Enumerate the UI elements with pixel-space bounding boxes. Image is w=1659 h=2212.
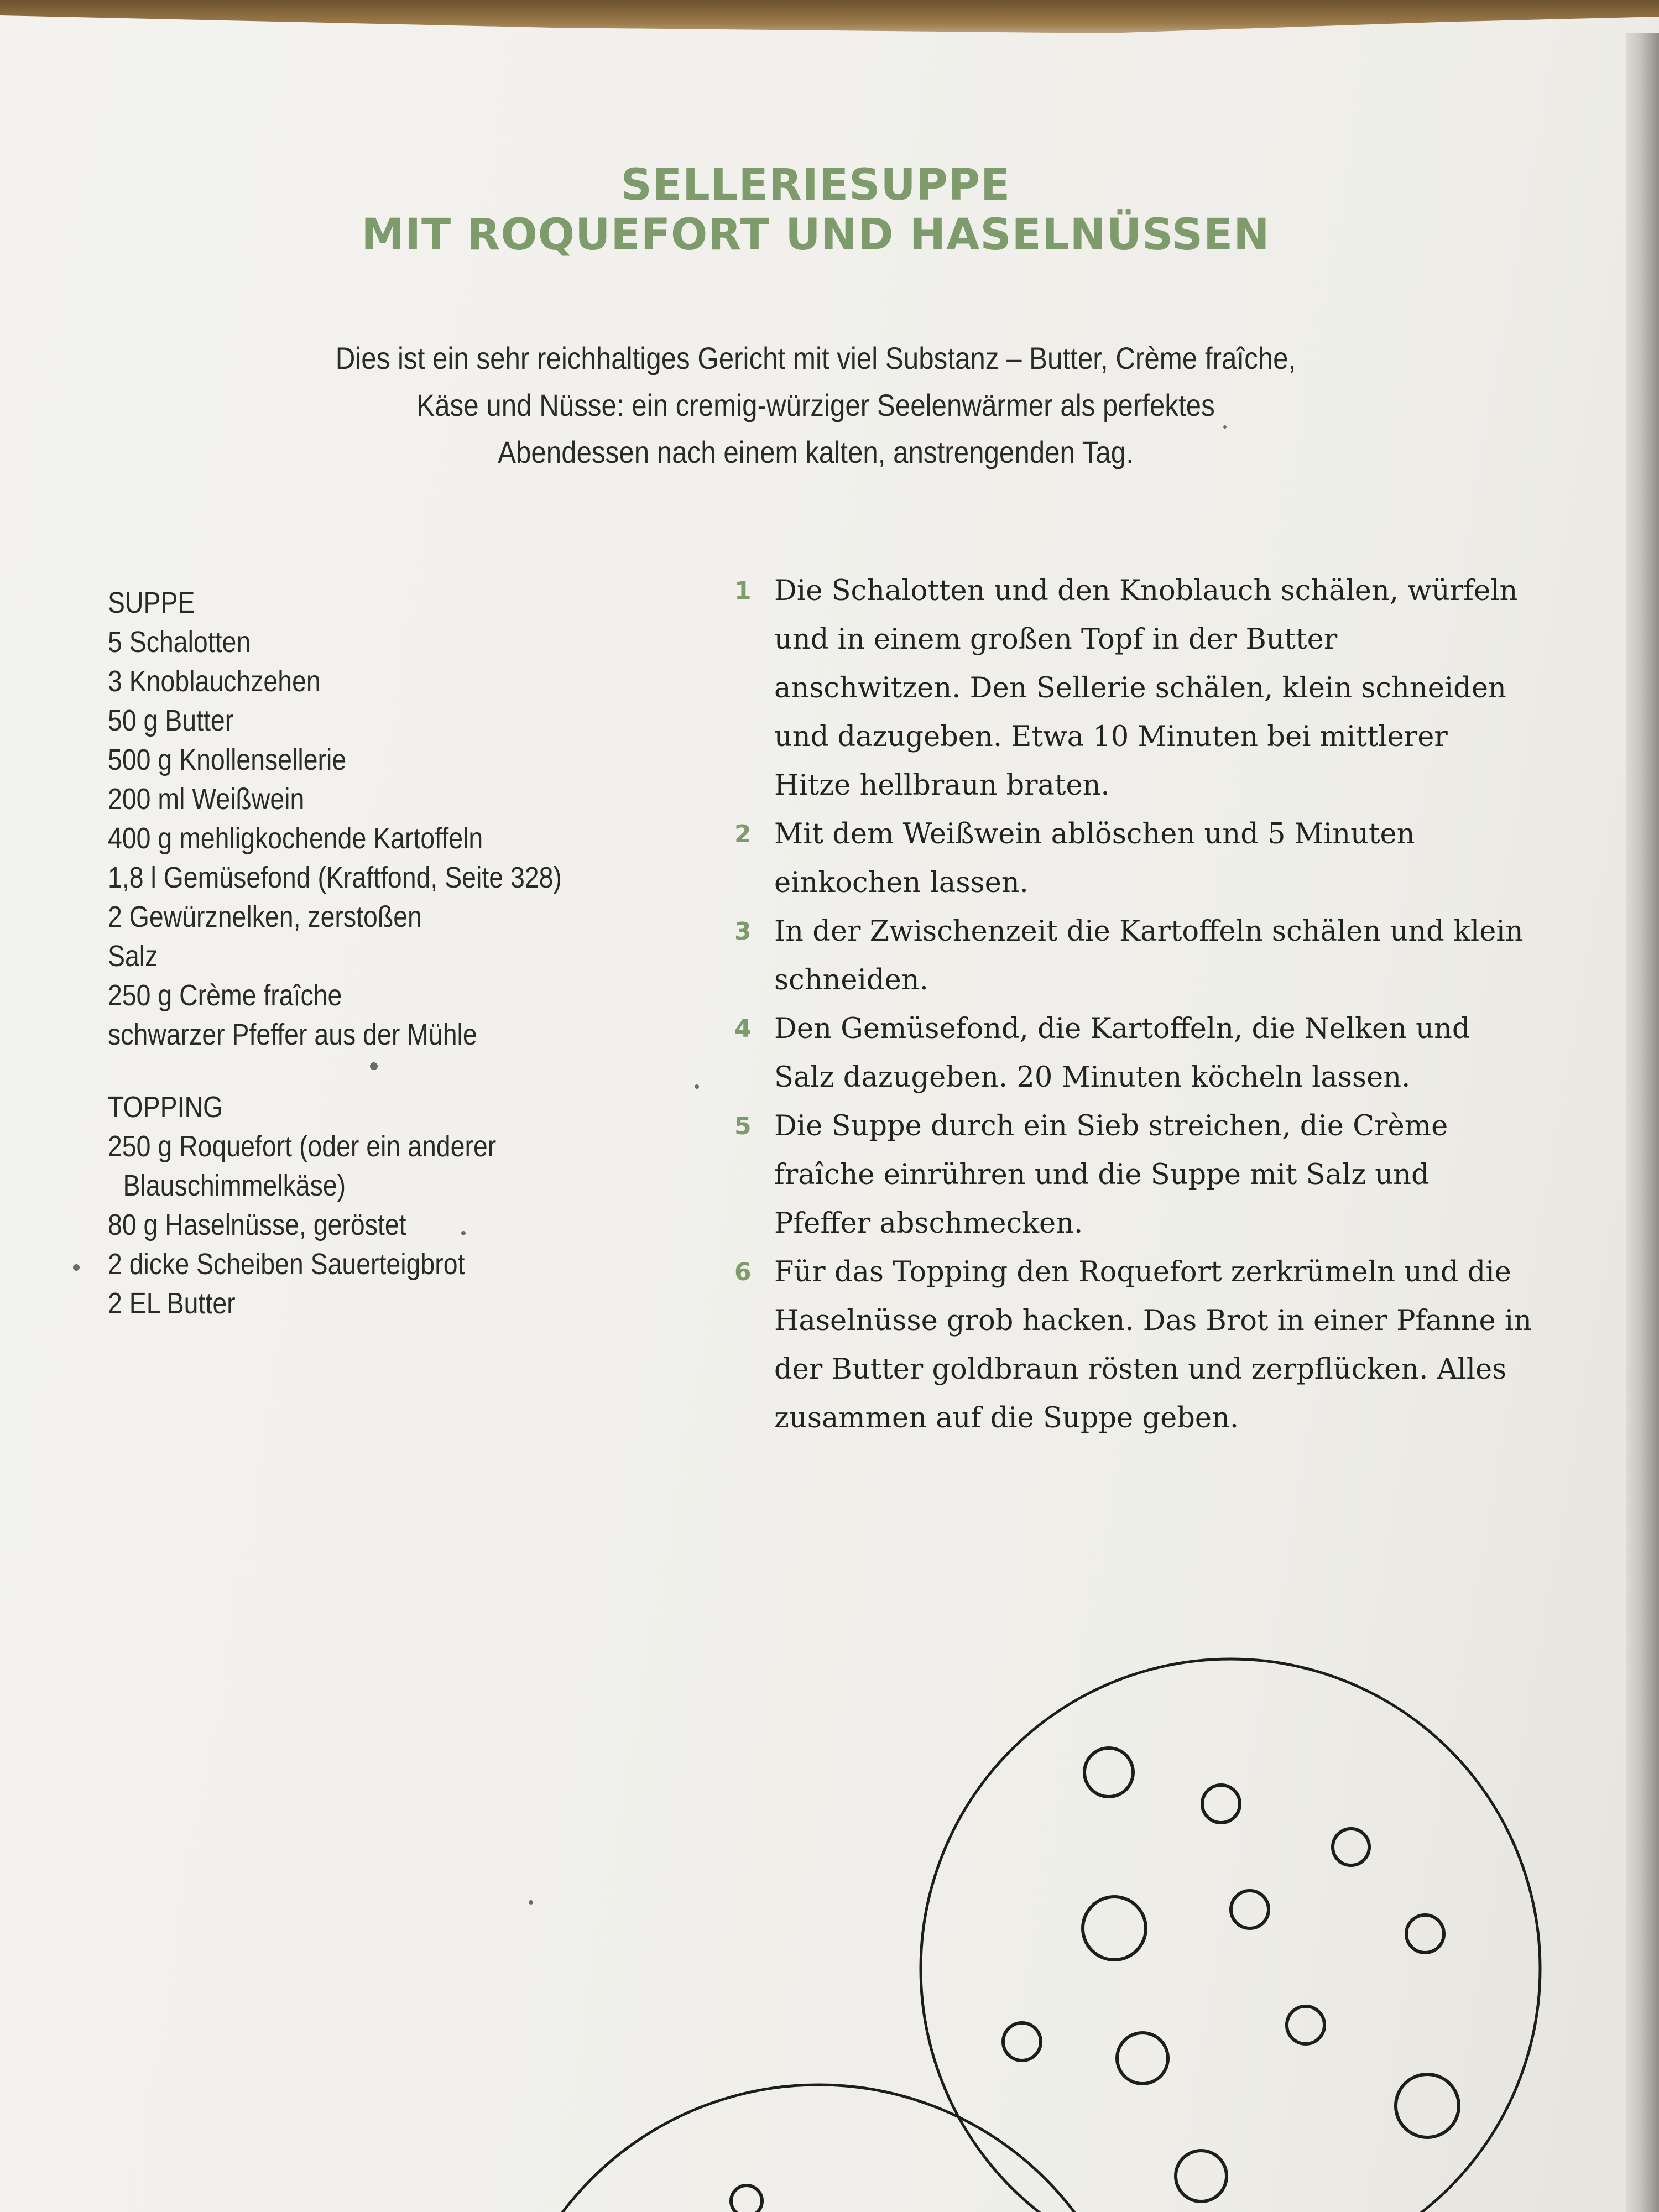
recipe-title-line-2: MIT ROQUEFORT UND HASELNÜSSEN	[361, 210, 1270, 260]
ingredient-item: 50 g Butter	[108, 704, 234, 737]
topping-dot-icon	[1083, 1897, 1146, 1960]
step-number: 6	[734, 1258, 752, 1286]
bowl-outline-icon	[921, 1659, 1540, 2212]
ingredient-item: 5 Schalotten	[108, 625, 251, 659]
bowl-outline-icon	[498, 2085, 1139, 2212]
ingredient-item: 80 g Haselnüsse, geröstet	[108, 1208, 406, 1241]
topping-dot-icon	[1084, 1748, 1133, 1797]
ingredient-spacer	[108, 1055, 655, 1088]
print-speck	[529, 1900, 533, 1905]
ingredient-item: Salz	[108, 940, 158, 973]
step-number: 4	[734, 1015, 752, 1043]
step-text: Den Gemüsefond, die Kartoffeln, die Nelken und Salz dazugeben. 20 Minuten köcheln lassen.	[774, 1013, 1470, 1094]
ingredient-item-continuation: Blauschimmelkäse)	[123, 1169, 346, 1202]
step-number: 1	[734, 577, 752, 605]
instruction-steps	[724, 567, 1532, 1443]
topping-dot-icon	[1003, 2023, 1041, 2060]
topping-dot-icon	[1396, 2074, 1459, 2137]
step-text: Die Schalotten und den Knoblauch schälen, würfeln und in einem großen Topf in der Butter anschwitzen. Den Sellerie schälen, klein schneiden und dazugeben. Etwa 10 Minuten bei mittlerer Hitze hellbraun braten.	[774, 575, 1518, 802]
page-edge-shadow	[1626, 33, 1659, 2212]
step-2	[724, 810, 1532, 907]
ingredient-list	[108, 583, 655, 1323]
step-text: In der Zwischenzeit die Kartoffeln schälen und klein schneiden.	[774, 915, 1524, 997]
step-3	[724, 907, 1532, 1005]
intro-line-1: Dies ist ein sehr reichhaltiges Gericht mit viel Substanz – Butter, Crème fraîche,	[335, 341, 1296, 375]
topping-dot-icon	[1117, 2033, 1168, 2084]
intro-line-2: Käse und Nüsse: ein cremig-würziger Seelenwärmer als perfektes	[416, 388, 1215, 422]
step-number: 3	[734, 917, 752, 946]
topping-dot-icon	[1176, 2151, 1227, 2201]
topping-dot-icon	[731, 2185, 762, 2212]
print-speck	[73, 1264, 80, 1271]
print-speck	[695, 1084, 699, 1089]
table-surface	[0, 0, 1659, 39]
topping-dot-icon	[1202, 1785, 1240, 1823]
ingredient-item: 2 dicke Scheiben Sauerteigbrot	[108, 1248, 465, 1281]
step-number: 2	[734, 820, 752, 848]
step-4	[724, 1005, 1532, 1102]
ingredient-item: 200 ml Weißwein	[108, 782, 305, 816]
step-6	[724, 1248, 1532, 1443]
topping-dot-icon	[1231, 1891, 1269, 1928]
step-text: Mit dem Weißwein ablöschen und 5 Minuten einkochen lassen.	[774, 818, 1415, 899]
ingredient-item: 500 g Knollensellerie	[108, 743, 347, 776]
ingredient-heading-topping: TOPPING	[108, 1091, 223, 1124]
ingredient-item: 3 Knoblauchzehen	[108, 665, 321, 698]
intro-line-3: Abendessen nach einem kalten, anstrengenden Tag.	[498, 435, 1134, 469]
step-5	[724, 1102, 1532, 1248]
ingredient-item: 2 Gewürznelken, zerstoßen	[108, 900, 422, 933]
step-text: Die Suppe durch ein Sieb streichen, die Crème fraîche einrühren und die Suppe mit Salz und Pfeffer abschmecken.	[774, 1110, 1448, 1240]
ingredient-heading-suppe: SUPPE	[108, 586, 195, 619]
ingredient-item: 400 g mehligkochende Kartoffeln	[108, 822, 483, 855]
ingredient-item: 250 g Roquefort (oder ein anderer	[108, 1130, 497, 1163]
topping-dot-icon	[1333, 1829, 1369, 1865]
step-1	[724, 567, 1532, 810]
topping-dot-icon	[1287, 2006, 1324, 2044]
ingredient-item: 250 g Crème fraîche	[108, 979, 342, 1012]
ingredient-item: 1,8 l Gemüsefond (Kraftfond, Seite 328)	[108, 861, 562, 894]
print-speck	[1223, 425, 1227, 429]
step-text: Für das Topping den Roquefort zerkrümeln und die Haselnüsse grob hacken. Das Brot in einer Pfanne in der Butter goldbraun rösten und zerpflücken. Alles zusammen auf die Suppe geben.	[774, 1256, 1532, 1434]
recipe-title-line-1: SELLERIESUPPE	[620, 160, 1011, 210]
topping-dot-icon	[1406, 1915, 1444, 1953]
ingredient-item: schwarzer Pfeffer aus der Mühle	[108, 1018, 477, 1051]
step-number: 5	[734, 1112, 752, 1140]
ingredient-item: 2 EL Butter	[108, 1287, 236, 1320]
